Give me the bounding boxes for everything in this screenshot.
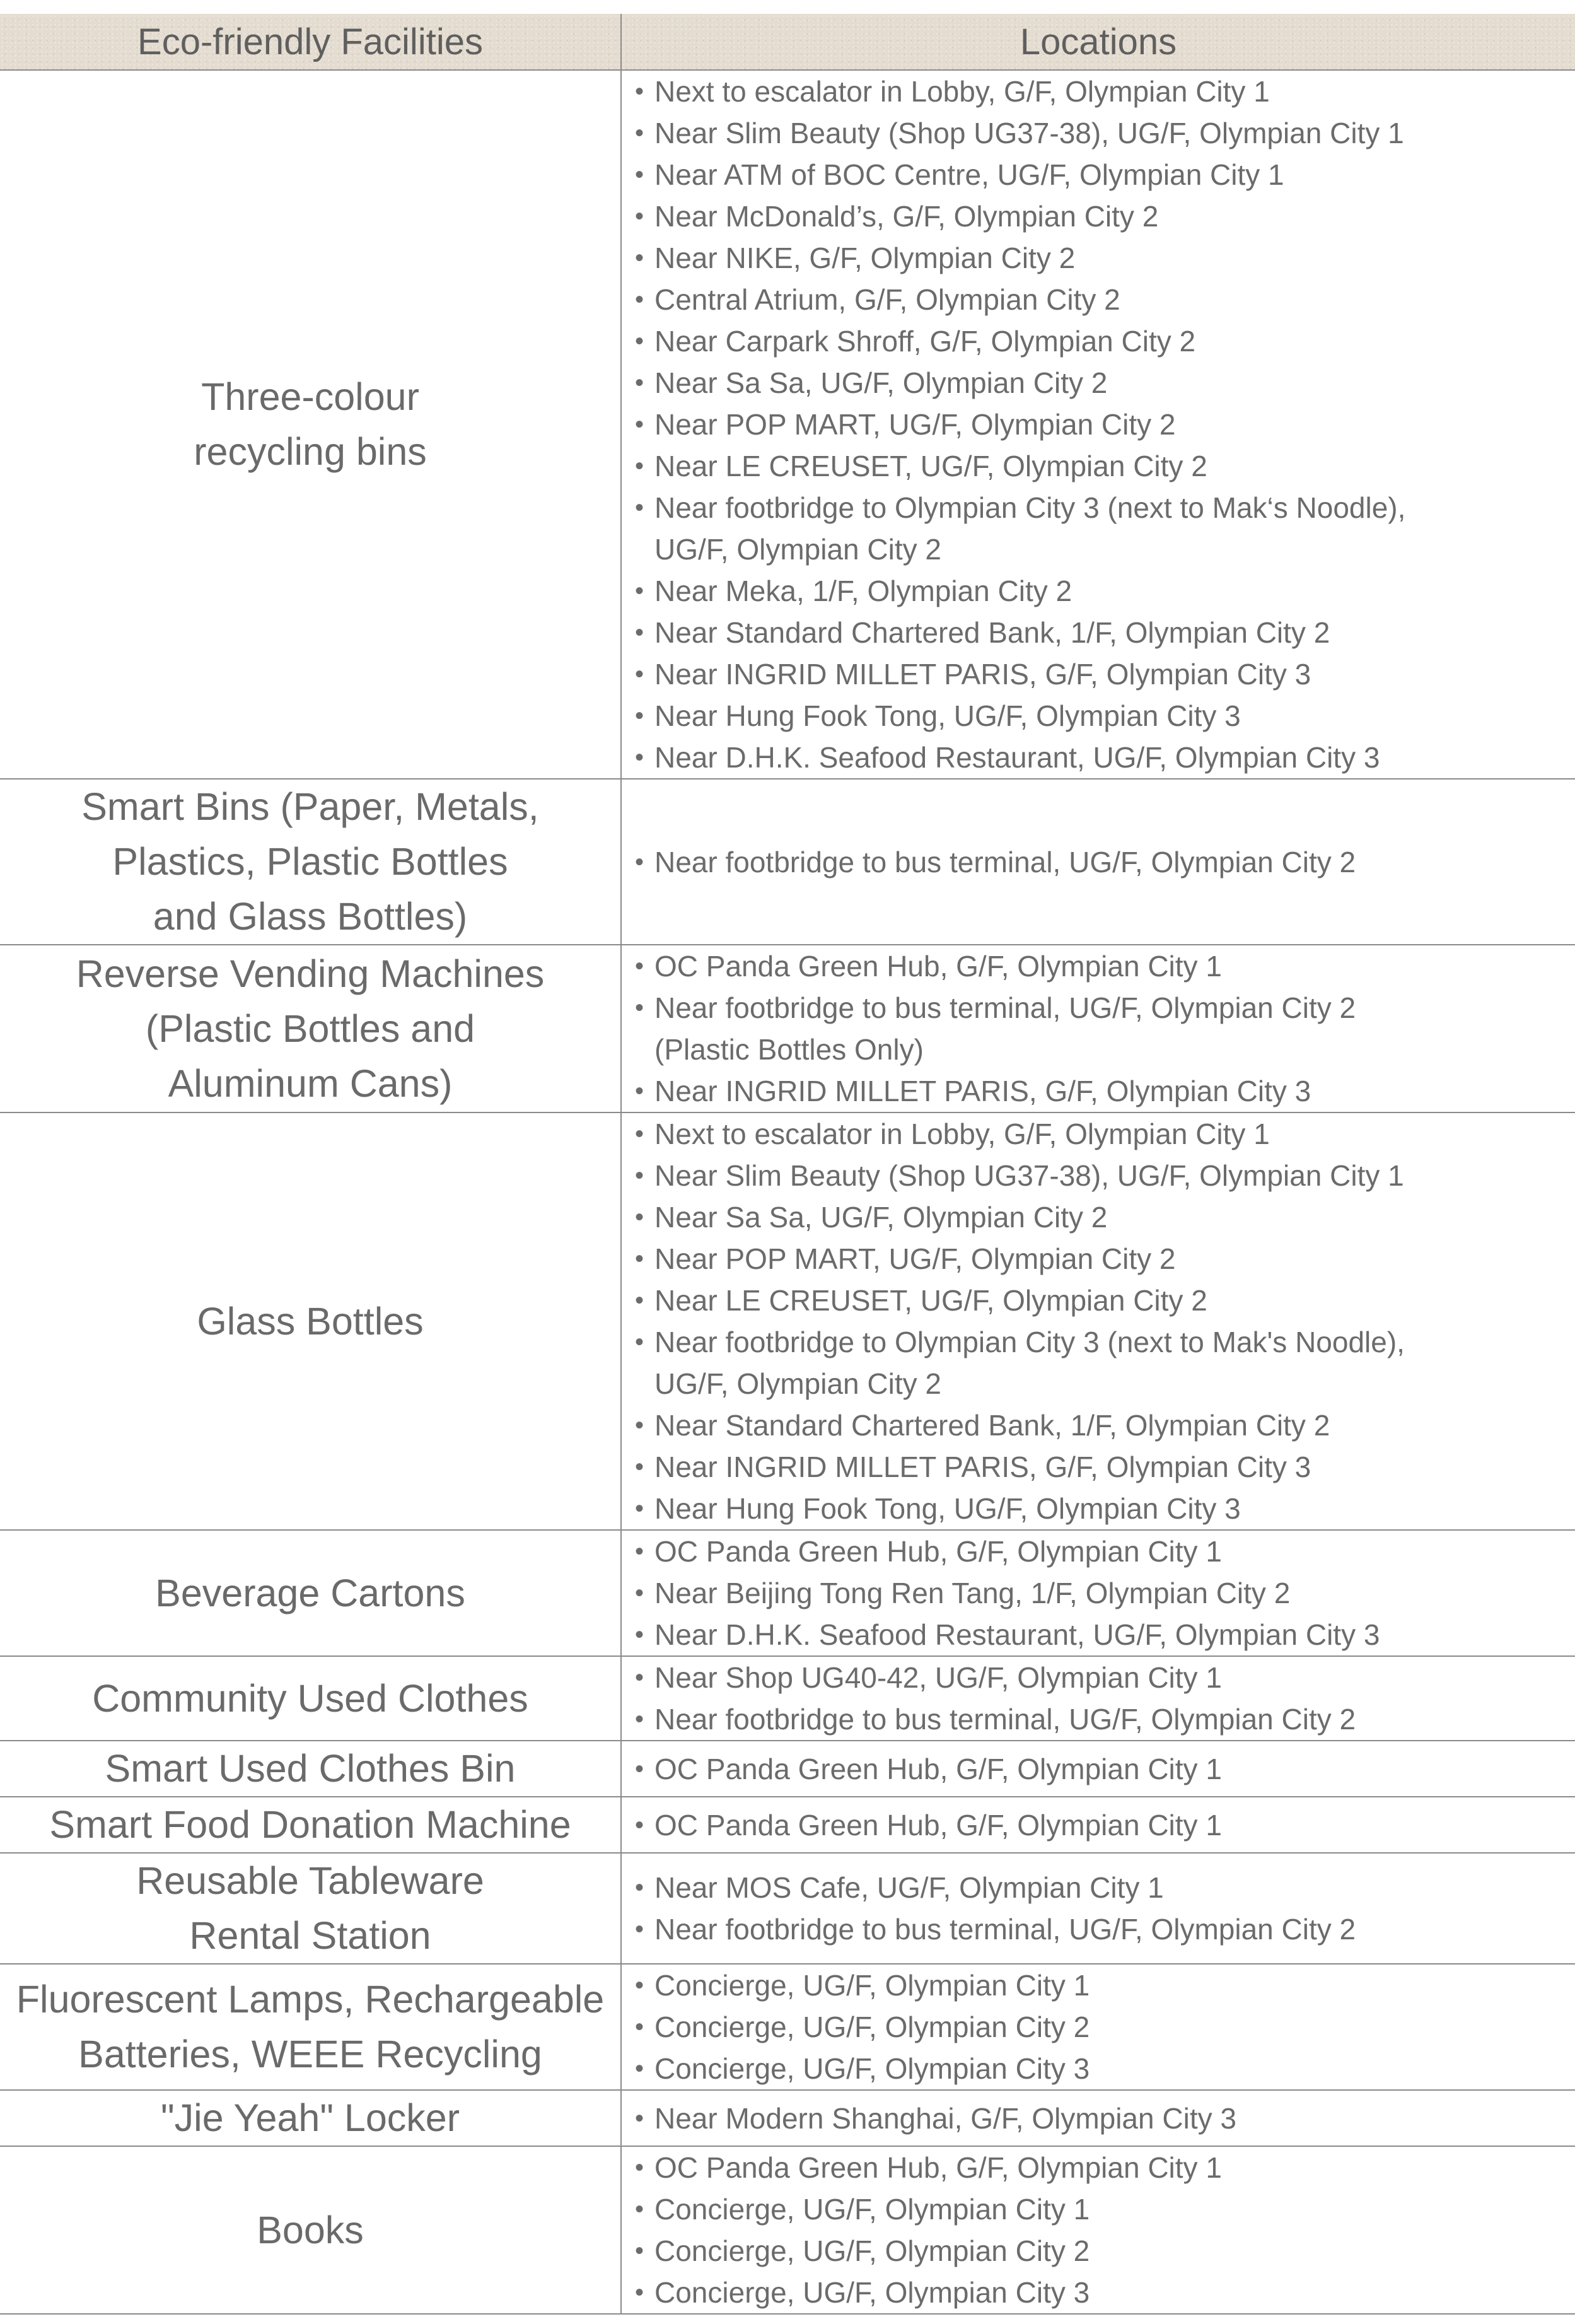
location-item: • Near POP MART, UG/F, Olympian City 2	[633, 404, 1575, 445]
table-row	[0, 1530, 1575, 1656]
location-list	[633, 1867, 1575, 1950]
locations-cell	[621, 1853, 1575, 1964]
location-item: • Near Slim Beauty (Shop UG37-38), UG/F, Olympian City 1	[633, 1155, 1575, 1196]
location-item: • Near Hung Fook Tong, UG/F, Olympian City 3	[633, 695, 1575, 737]
location-item: • Near POP MART, UG/F, Olympian City 2	[633, 1238, 1575, 1280]
location-item: • Near INGRID MILLET PARIS, G/F, Olympian City 3	[633, 1070, 1575, 1112]
location-item: • OC Panda Green Hub, G/F, Olympian City 1	[633, 945, 1575, 987]
facility-cell: Community Used Clothes	[0, 1656, 621, 1741]
location-item: • Near Hung Fook Tong, UG/F, Olympian City 3	[633, 1488, 1575, 1529]
location-item: • Near footbridge to bus terminal, UG/F, Olympian City 2	[633, 1698, 1575, 1740]
locations-cell	[621, 2146, 1575, 2314]
eco-facilities-table	[0, 14, 1575, 2315]
location-list	[633, 2098, 1575, 2139]
location-item: • Concierge, UG/F, Olympian City 1	[633, 2188, 1575, 2230]
locations-cell	[621, 779, 1575, 945]
table-row	[0, 2090, 1575, 2146]
location-item: • OC Panda Green Hub, G/F, Olympian City 1	[633, 1804, 1575, 1846]
facility-cell: "Jie Yeah" Locker	[0, 2090, 621, 2146]
location-list	[633, 1113, 1575, 1529]
location-item: • Near Standard Chartered Bank, 1/F, Olympian City 2	[633, 612, 1575, 653]
facility-cell: Smart Bins (Paper, Metals, Plastics, Plastic Bottles and Glass Bottles)	[0, 779, 621, 945]
location-list	[633, 945, 1575, 1112]
location-item: • Concierge, UG/F, Olympian City 1	[633, 1965, 1575, 2006]
location-item: • Near Shop UG40-42, UG/F, Olympian City 1	[633, 1657, 1575, 1698]
location-item: • Near INGRID MILLET PARIS, G/F, Olympian City 3	[633, 1446, 1575, 1488]
location-list	[633, 2147, 1575, 2313]
location-item: • Near Sa Sa, UG/F, Olympian City 2	[633, 362, 1575, 404]
table-row	[0, 779, 1575, 945]
table-row	[0, 2146, 1575, 2314]
location-item: • Near Standard Chartered Bank, 1/F, Olympian City 2	[633, 1404, 1575, 1446]
facility-cell: Three-colour recycling bins	[0, 70, 621, 779]
location-item: • Near LE CREUSET, UG/F, Olympian City 2	[633, 1280, 1575, 1321]
location-list	[633, 841, 1575, 883]
location-item: • Central Atrium, G/F, Olympian City 2	[633, 279, 1575, 320]
location-item: • Near Sa Sa, UG/F, Olympian City 2	[633, 1196, 1575, 1238]
location-item: • Near footbridge to Olympian City 3 (next to Mak‘s Noodle), UG/F, Olympian City 2	[633, 487, 1575, 570]
location-item: • Concierge, UG/F, Olympian City 3	[633, 2048, 1575, 2089]
location-item: • Concierge, UG/F, Olympian City 2	[633, 2006, 1575, 2048]
locations-cell	[621, 1656, 1575, 1741]
locations-cell	[621, 2090, 1575, 2146]
location-item: • Near MOS Cafe, UG/F, Olympian City 1	[633, 1867, 1575, 1908]
location-list	[633, 1531, 1575, 1655]
facility-cell: Beverage Cartons	[0, 1530, 621, 1656]
table-row	[0, 1741, 1575, 1797]
location-item: • Near Beijing Tong Ren Tang, 1/F, Olympian City 2	[633, 1572, 1575, 1614]
table-row	[0, 1112, 1575, 1530]
facility-cell: Books	[0, 2146, 621, 2314]
table-row	[0, 945, 1575, 1112]
table-row	[0, 1656, 1575, 1741]
location-item: • Next to escalator in Lobby, G/F, Olympian City 1	[633, 1113, 1575, 1155]
location-item: • Near NIKE, G/F, Olympian City 2	[633, 237, 1575, 279]
locations-cell	[621, 1741, 1575, 1797]
location-item: • OC Panda Green Hub, G/F, Olympian City 1	[633, 2147, 1575, 2188]
facility-cell: Reusable Tableware Rental Station	[0, 1853, 621, 1964]
facility-column-header: Eco-friendly Facilities	[0, 14, 621, 70]
location-item: • Near Slim Beauty (Shop UG37-38), UG/F, Olympian City 1	[633, 112, 1575, 154]
location-item: • Near footbridge to Olympian City 3 (next to Mak's Noodle), UG/F, Olympian City 2	[633, 1321, 1575, 1404]
location-item: • Near Meka, 1/F, Olympian City 2	[633, 570, 1575, 612]
locations-cell	[621, 1530, 1575, 1656]
table-row	[0, 1797, 1575, 1853]
facility-cell: Smart Food Donation Machine	[0, 1797, 621, 1853]
locations-cell	[621, 1797, 1575, 1853]
location-item: • Next to escalator in Lobby, G/F, Olympian City 1	[633, 71, 1575, 112]
location-item: • Near footbridge to bus terminal, UG/F, Olympian City 2	[633, 841, 1575, 883]
location-item: • Near LE CREUSET, UG/F, Olympian City 2	[633, 445, 1575, 487]
locations-cell	[621, 945, 1575, 1112]
locations-column-header: Locations	[621, 14, 1575, 70]
location-item: • Near Carpark Shroff, G/F, Olympian City 2	[633, 320, 1575, 362]
location-item: • Near INGRID MILLET PARIS, G/F, Olympian City 3	[633, 653, 1575, 695]
locations-cell	[621, 1112, 1575, 1530]
locations-cell	[621, 70, 1575, 779]
facility-cell: Smart Used Clothes Bin	[0, 1741, 621, 1797]
location-list	[633, 1965, 1575, 2089]
location-item: • Concierge, UG/F, Olympian City 2	[633, 2230, 1575, 2272]
location-list	[633, 1657, 1575, 1740]
facility-cell: Fluorescent Lamps, Rechargeable Batteries, WEEE Recycling	[0, 1964, 621, 2090]
location-item: • Near ATM of BOC Centre, UG/F, Olympian City 1	[633, 154, 1575, 196]
facility-cell: Glass Bottles	[0, 1112, 621, 1530]
location-item: • OC Panda Green Hub, G/F, Olympian City 1	[633, 1748, 1575, 1790]
location-list	[633, 1804, 1575, 1846]
header-row	[0, 14, 1575, 70]
location-item: • Near footbridge to bus terminal, UG/F, Olympian City 2 (Plastic Bottles Only)	[633, 987, 1575, 1070]
location-item: • OC Panda Green Hub, G/F, Olympian City 1	[633, 1531, 1575, 1572]
location-list	[633, 1748, 1575, 1790]
location-item: • Concierge, UG/F, Olympian City 3	[633, 2272, 1575, 2313]
locations-cell	[621, 1964, 1575, 2090]
table-row	[0, 1964, 1575, 2090]
table-body	[0, 70, 1575, 2314]
location-item: • Near Modern Shanghai, G/F, Olympian City 3	[633, 2098, 1575, 2139]
location-list	[633, 71, 1575, 778]
table-row	[0, 1853, 1575, 1964]
location-item: • Near footbridge to bus terminal, UG/F, Olympian City 2	[633, 1908, 1575, 1950]
eco-facilities-sheet	[0, 14, 1575, 2315]
facility-cell: Reverse Vending Machines (Plastic Bottles and Aluminum Cans)	[0, 945, 621, 1112]
location-item: • Near D.H.K. Seafood Restaurant, UG/F, Olympian City 3	[633, 1614, 1575, 1655]
location-item: • Near D.H.K. Seafood Restaurant, UG/F, Olympian City 3	[633, 737, 1575, 778]
location-item: • Near McDonald’s, G/F, Olympian City 2	[633, 196, 1575, 237]
table-row	[0, 70, 1575, 779]
